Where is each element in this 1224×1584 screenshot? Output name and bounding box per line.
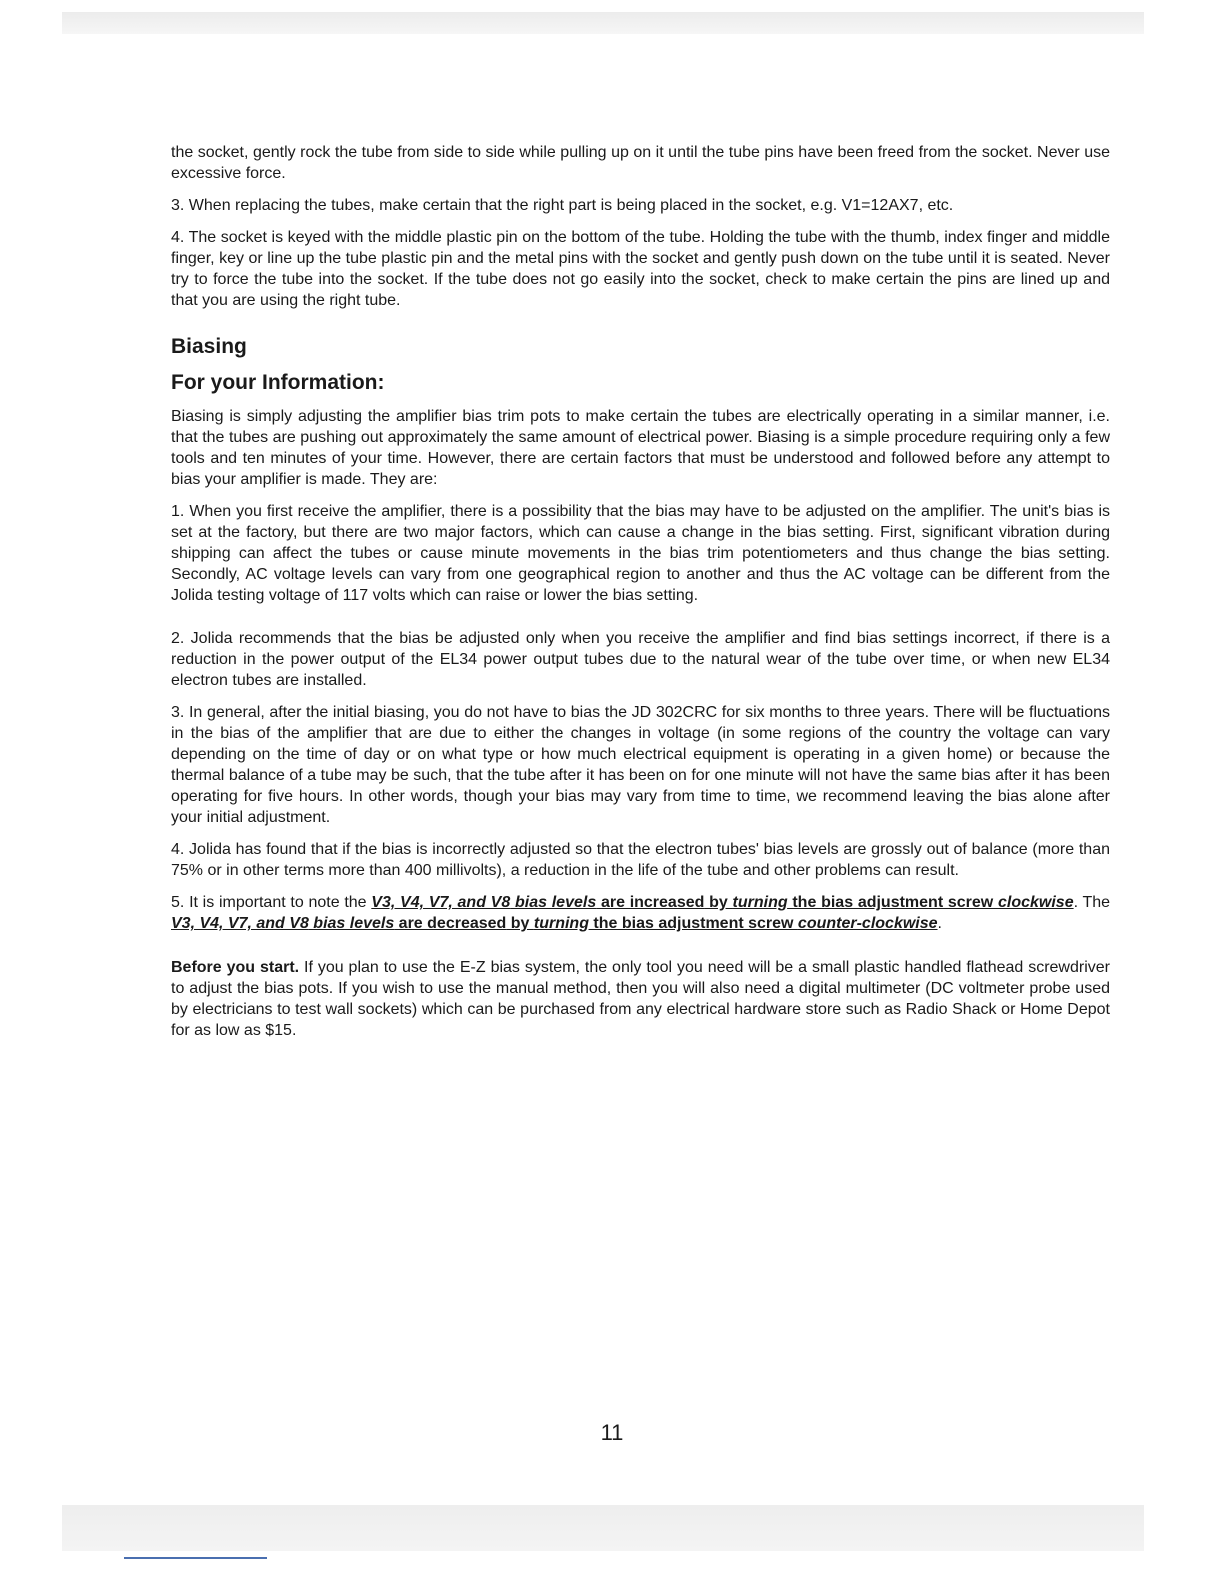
step-3-paragraph: 3. When replacing the tubes, make certain that the right part is being placed in the socket, e.g. V1=12AX7, etc. bbox=[171, 197, 954, 214]
item5-turning-a: turning bbox=[732, 894, 788, 911]
bias-intro-paragraph: Biasing is simply adjusting the amplifier bias trim pots to make certain the tubes are electrically operating in a similar manner, i.e. that the tubes are pushing out approximately the same amount of electrical power. Biasing is a simple procedure requiring only a few tools and ten minutes of your time. However, there are certain factors that must be understood and followed before any attempt to bias your amplifier is made. They are: bbox=[171, 408, 1110, 488]
item5-end: . bbox=[937, 915, 942, 932]
document-body bbox=[171, 142, 1110, 1041]
scan-edge-mark bbox=[124, 1557, 267, 1559]
item5-separator: . The bbox=[1073, 894, 1111, 911]
bias-item-2: 2. Jolida recommends that the bias be adjusted only when you receive the amplifier and find bias settings incorrect, if there is a reduction in the power output of the EL34 power output tubes due to the natural wear of the tube over time, or when new EL34 electron tubes are installed. bbox=[171, 630, 1110, 689]
item5-screw-a: the bias adjustment screw bbox=[787, 894, 998, 911]
item5-verb-a: are increased bbox=[596, 894, 705, 911]
item5-direction-a: clockwise bbox=[997, 894, 1074, 911]
item5-turning-b: turning bbox=[533, 915, 589, 932]
bias-item-5 bbox=[171, 892, 1110, 934]
item5-levels-a: bias levels bbox=[510, 894, 597, 911]
item5-screw-b: the bias adjustment screw bbox=[588, 915, 798, 932]
scan-top-band bbox=[62, 12, 1144, 34]
biasing-heading: Biasing bbox=[171, 335, 247, 358]
item5-by-a: by bbox=[704, 894, 733, 911]
item5-tubes-b: V3, V4, V7, and V8 bbox=[171, 915, 309, 932]
bias-item-3: 3. In general, after the initial biasing, you do not have to bias the JD 302CRC for six months to three years. There will be fluctuations in the bias of the amplifier that are due to either the changes in voltage (in some regions of the country the voltage can vary depending on the time of day or on what type or how much electrical equipment is operating in a given home) or because the thermal balance of a tube may be such, that the tube after it has been on for one minute will not have the same bias after it has been operating for five hours. In other words, though your bias may vary from time to time, we recommend leaving the bias alone after your initial adjustment. bbox=[171, 704, 1110, 826]
item5-lead: 5. It is important to note the bbox=[171, 894, 372, 911]
item5-levels-b: bias levels bbox=[308, 915, 395, 932]
step-4-paragraph: 4. The socket is keyed with the middle plastic pin on the bottom of the tube. Holding the tube with the thumb, index finger and middle finger, key or line up the tube plastic pin and the metal pins with the socket and gently push down on the tube until it is seated. Never try to force the tube into the socket. If the tube does not go easily into the socket, check to make certain the pins are lined up and that you are using the right tube. bbox=[171, 229, 1110, 309]
continuation-paragraph: the socket, gently rock the tube from side to side while pulling up on it until the tube pins have been freed from the socket. Never use excessive force. bbox=[171, 144, 1110, 182]
item5-tubes-a: V3, V4, V7, and V8 bbox=[371, 894, 511, 911]
before-you-start-paragraph bbox=[171, 957, 1110, 1041]
item5-emphasis-decrease bbox=[171, 915, 938, 932]
bias-item-1: 1. When you first receive the amplifier, there is a possibility that the bias may have to be adjusted on the amplifier. The unit's bias is set at the factory, but there are two major factors, which can cause a change in the bias setting. First, significant vibration during shipping can affect the tubes or cause minute movements in the bias trim potentiometers and thus change the bias setting. Secondly, AC voltage levels can vary from one geographical region to another and thus the AC voltage can be different from the Jolida testing voltage of 117 volts which can raise or lower the bias setting. bbox=[171, 503, 1110, 604]
item5-direction-b: counter-clockwise bbox=[797, 915, 938, 932]
item5-by-b: by bbox=[506, 915, 534, 932]
information-heading: For your Information: bbox=[171, 371, 385, 394]
item5-emphasis-increase bbox=[371, 894, 1073, 911]
before-you-start-text: If you plan to use the E-Z bias system, the only tool you need will be a small plastic handled flathead screwdriver to adjust the bias pots. If you wish to use the manual method, then you will also need a digital multimeter (DC voltmeter probe used by electricians to test wall sockets) which can be purchased from any electrical hardware store such as Radio Shack or Home Depot for as low as $15. bbox=[171, 959, 1110, 1039]
before-you-start-label: Before you start. bbox=[171, 959, 300, 976]
scan-bottom-band bbox=[62, 1505, 1144, 1551]
item5-verb-b: are decreased bbox=[394, 915, 507, 932]
page-number: 11 bbox=[600, 1420, 624, 1445]
bias-item-4: 4. Jolida has found that if the bias is incorrectly adjusted so that the electron tubes' bias levels are grossly out of balance (more than 75% or in other terms more than 400 millivolts), a reduction in the life of the tube and other problems can result. bbox=[171, 841, 1110, 879]
